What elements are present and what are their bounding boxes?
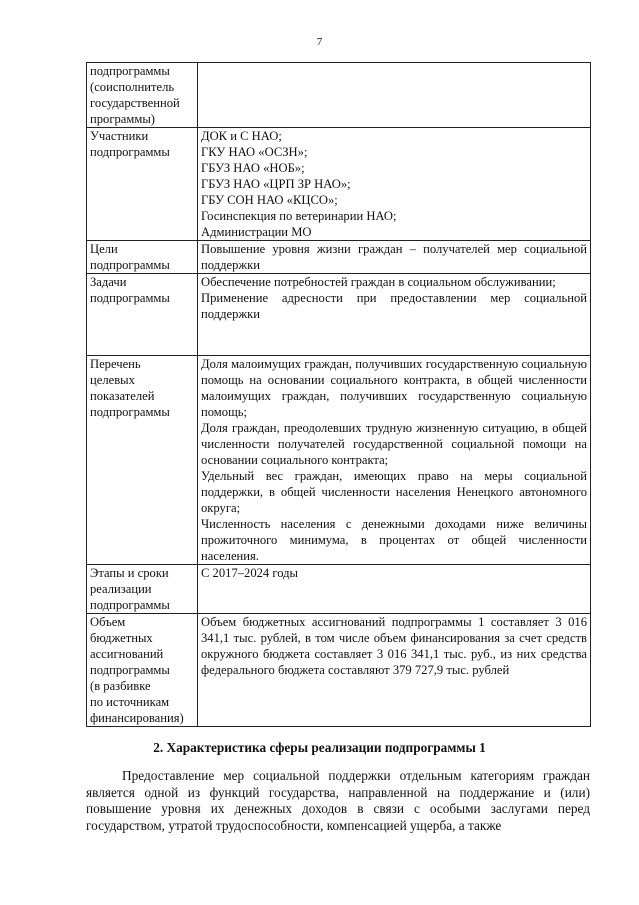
table-row-budget: [87, 614, 591, 727]
row-value: С 2017–2024 годы: [198, 565, 591, 614]
row-value: Объем бюджетных ассигнований подпрограммы 1 составляет 3 016 341,1 тыс. рублей, в том числе объем финансирования за счет средств окружного бюджета составляет 3 016 341,1 тыс. руб., из них средства федерального бюджета составляют 379 727,9 тыс. рублей: [198, 614, 591, 727]
row-value: Обеспечение потребностей граждан в социальном обслуживании; Применение адресности при предоставлении мер социальной поддержки: [198, 274, 591, 356]
section-title: 2. Характеристика сферы реализации подпрограммы 1: [153, 740, 486, 755]
row-label: Перечень целевых показателей подпрограммы: [87, 356, 198, 565]
row-value: [198, 63, 591, 128]
row-value: Повышение уровня жизни граждан – получателей мер социальной поддержки: [198, 241, 591, 274]
row-value: Доля малоимущих граждан, получивших государственную социальную помощь на основании социального контракта, в общей численности малоимущих граждан, получивших государственную социальную помощь; Доля граждан, преодолевших трудную жизненную ситуацию, в общей численности получателей государственной социальной помощи на основании социального контракта; Удельный вес граждан, имеющих право на меры социальной поддержки, в общей численности населения Ненецкого автономного округа; Численность населения с денежными доходами ниже величины прожиточного минимума, в процентах от общей численности населения.: [198, 356, 591, 565]
section-paragraph: Предоставление мер социальной поддержки отдельным категориям граждан является одной из функций государства, направленной на поддержание и (или) повышение уровня их денежных доходов в связи с особыми заслугами перед государством, утратой трудоспособности, компенсацией ущерба, а также: [86, 768, 590, 833]
table-row-coexecutor: [87, 63, 591, 128]
page-number: 7: [316, 36, 323, 48]
row-label: Объем бюджетных ассигнований подпрограммы (в разбивке по источникам финансирования): [87, 614, 198, 727]
row-label: Участники подпрограммы: [87, 128, 198, 241]
table-row-indicators: [87, 356, 591, 565]
table-row-participants: [87, 128, 591, 241]
row-value: ДОК и С НАО; ГКУ НАО «ОСЗН»; ГБУЗ НАО «НОБ»; ГБУЗ НАО «ЦРП ЗР НАО»; ГБУ СОН НАО «КЦСО»; Госинспекция по ветеринарии НАО; Администрации МО: [198, 128, 591, 241]
table-row-goals: [87, 241, 591, 274]
table-row-stages: [87, 565, 591, 614]
table-row-tasks: [87, 274, 591, 356]
row-label: Этапы и сроки реализации подпрограммы: [87, 565, 198, 614]
row-label: Цели подпрограммы: [87, 241, 198, 274]
subprogram-passport-table: [86, 62, 591, 727]
row-label: подпрограммы (соисполнитель государственной программы): [87, 63, 198, 128]
row-label: Задачи подпрограммы: [87, 274, 198, 356]
